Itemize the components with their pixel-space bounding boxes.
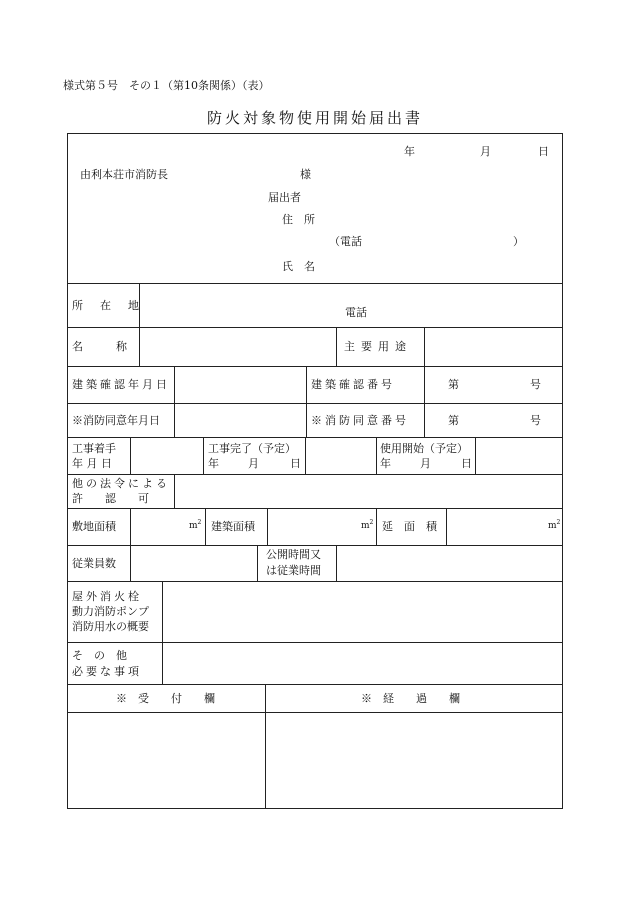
ymd-year: 年: [208, 457, 219, 470]
fire-consent-date-label: ※消防同意年月日: [72, 414, 160, 427]
row-divider: [67, 283, 563, 284]
document-title: 防火対象物使用開始届出書: [206, 109, 423, 127]
name-label: 氏 名: [282, 260, 315, 273]
col-divider: [174, 366, 175, 438]
ymd-month: 月: [248, 457, 259, 470]
date-month-label: 月: [480, 145, 491, 158]
sqm-unit: $m^2$: [189, 519, 202, 531]
row-divider: [67, 327, 563, 328]
reception-header: ※ 受 付 欄: [116, 692, 215, 705]
row-divider: [67, 403, 563, 404]
form-number-label: 様式第５号 その１（第10条関係）（表）: [63, 79, 270, 92]
location-phone-label: 電話: [345, 306, 367, 319]
col-divider: [257, 545, 258, 582]
row-divider: [67, 366, 563, 367]
phone-open: （電話: [329, 235, 362, 248]
go-label: 号: [530, 378, 541, 391]
col-divider: [267, 508, 268, 545]
ymd-day: 日: [461, 457, 472, 470]
bldg-confirm-no-label: 建築確認番号: [311, 378, 395, 391]
pump-label: 動力消防ポンプ: [72, 605, 149, 618]
hours-label-2: は従業時間: [266, 564, 321, 577]
row-divider: [67, 642, 563, 643]
row-divider: [67, 474, 563, 475]
col-divider: [376, 437, 377, 475]
col-divider: [265, 684, 266, 809]
col-divider: [306, 366, 307, 438]
sqm-unit: $m^2$: [548, 519, 561, 531]
col-divider: [336, 545, 337, 582]
col-divider: [446, 508, 447, 545]
permit-label: 許 認 可: [72, 492, 149, 505]
hydrant-label: 屋外消火栓: [72, 590, 142, 603]
col-divider: [305, 437, 306, 475]
form-frame: [67, 133, 563, 809]
work-start-label: 工事着手: [72, 442, 116, 455]
ymd-day: 日: [290, 457, 301, 470]
address-label: 住 所: [282, 213, 315, 226]
date-day-label: 日: [538, 145, 549, 158]
other-law-label: 他の法令による: [72, 477, 170, 490]
addressee: 由利本荘市消防長: [80, 168, 168, 181]
col-divider: [130, 508, 131, 582]
employees-label: 従業員数: [72, 557, 116, 570]
work-start-ymd: 年 月 日: [72, 457, 112, 470]
col-divider: [203, 437, 204, 475]
fire-consent-no-label: ※消防同意番号: [311, 414, 409, 427]
row-divider: [67, 437, 563, 438]
row-divider: [67, 508, 563, 509]
work-end-label: 工事完了（予定）: [208, 442, 296, 455]
bldg-confirm-date-label: 建築確認年月日: [72, 378, 170, 391]
water-label: 消防用水の概要: [72, 620, 149, 633]
ymd-month: 月: [420, 457, 431, 470]
name-field-label: 名 称: [72, 340, 127, 353]
row-divider: [67, 581, 563, 582]
honorific: 様: [300, 168, 311, 181]
dai-label: 第: [448, 378, 459, 391]
ymd-year: 年: [380, 457, 391, 470]
hours-label: 公開時間又: [266, 548, 321, 561]
use-start-label: 使用開始（予定）: [380, 442, 468, 455]
col-divider: [162, 581, 163, 685]
main-use-label: 主要用途: [344, 340, 412, 353]
row-divider: [67, 712, 563, 713]
col-divider: [205, 508, 206, 545]
sqm-unit: $m^2$: [361, 519, 374, 531]
site-area-label: 敷地面積: [72, 520, 116, 533]
floor-area-label: 延 面 積: [382, 520, 437, 533]
col-divider: [376, 508, 377, 545]
col-divider: [424, 327, 425, 367]
phone-close: ）: [513, 235, 524, 248]
col-divider: [424, 366, 425, 438]
col-divider: [475, 437, 476, 475]
location-label: 所 在 地: [72, 299, 142, 312]
col-divider: [139, 283, 140, 367]
row-divider: [67, 684, 563, 685]
building-area-label: 建築面積: [211, 520, 255, 533]
dai-label: 第: [448, 414, 459, 427]
col-divider: [336, 327, 337, 367]
col-divider: [130, 437, 131, 475]
row-divider: [67, 545, 563, 546]
other-matters-label: 必要な事項: [72, 665, 142, 678]
other-label: そ の 他: [72, 649, 127, 662]
progress-header: ※ 経 過 欄: [361, 692, 460, 705]
submitter-label: 届出者: [268, 191, 301, 204]
go-label: 号: [530, 414, 541, 427]
col-divider: [174, 474, 175, 509]
date-year-label: 年: [404, 145, 415, 158]
